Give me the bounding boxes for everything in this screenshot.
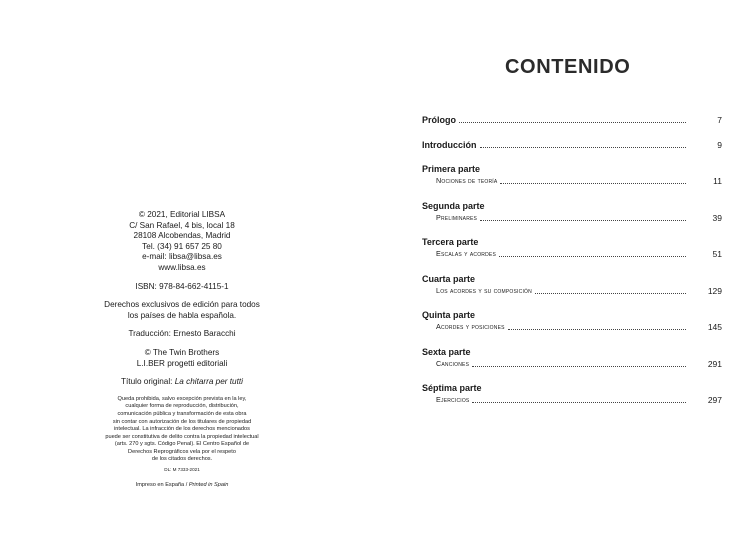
chapter-title: Ejercicios: [436, 395, 470, 404]
dot-leader: [500, 183, 686, 184]
toc-part-6[interactable]: [422, 346, 722, 383]
part-title: Séptima parte: [422, 383, 482, 393]
toc-entry-prologo[interactable]: [422, 114, 722, 139]
toc-page-number: 9: [717, 140, 722, 150]
dot-leader: [472, 402, 686, 403]
part-title: Segunda parte: [422, 200, 485, 211]
toc-part-5[interactable]: [422, 309, 722, 346]
dot-leader: [459, 122, 686, 123]
toc-page-number: 129: [707, 285, 722, 296]
dot-leader: [480, 220, 686, 221]
chapter-title: Acordes y posiciones: [436, 322, 505, 331]
exclusive-rights: [72, 300, 292, 321]
toc-page-number: 291: [707, 358, 722, 369]
publisher-line: e-mail: libsa@libsa.es: [142, 252, 222, 262]
original-rights: [72, 348, 292, 369]
legal-line: sin contar con autorización de los titulares de propiedad: [112, 418, 252, 425]
toc-page-number: 7: [717, 115, 722, 125]
legal-line: comunicación pública y transformación de esta obra: [117, 410, 247, 417]
part-title: Tercera parte: [422, 237, 479, 247]
toc-part-3[interactable]: [422, 236, 722, 273]
chapter-title: Nociones de teoría: [436, 176, 498, 185]
legal-line: cualquier forma de reproducción, distribución,: [125, 403, 239, 410]
dot-leader: [508, 329, 686, 330]
original-rights-line: © The Twin Brothers: [144, 347, 220, 357]
toc-page-number: 145: [707, 322, 722, 332]
legal-line: Queda prohibida, salvo excepción prevista en la ley,: [117, 395, 247, 402]
original-title: [72, 377, 292, 388]
original-title-value: La chitarra per tutti: [174, 377, 243, 387]
legal-line: puede ser constitutiva de delito contra la propiedad intelectual: [105, 433, 259, 440]
printed-en: Printed in Spain: [188, 482, 229, 489]
legal-line: (arts. 270 y sgts. Código Penal). El Centro Español de: [114, 441, 250, 448]
publisher-line: 28108 Alcobendas, Madrid: [133, 231, 231, 241]
publisher-line: Tel. (34) 91 657 25 80: [142, 241, 222, 251]
chapter-title: Preliminares: [436, 212, 478, 222]
part-title: Sexta parte: [422, 346, 471, 357]
toc-part-7[interactable]: [422, 382, 722, 419]
rights-line: Derechos exclusivos de edición para todos: [104, 300, 260, 310]
publisher-line: C/ San Rafael, 4 bis, local 18: [129, 220, 235, 230]
part-title: Cuarta parte: [422, 273, 476, 284]
isbn: ISBN: 978-84-662-4115-1: [135, 281, 229, 291]
toc-entry-label: Prólogo: [422, 115, 456, 125]
part-title: Quinta parte: [422, 310, 476, 320]
translation-credit: Traducción: Ernesto Baracchi: [128, 329, 236, 339]
publisher-line: © 2021, Editorial LIBSA: [138, 210, 226, 219]
legal-deposit: DL: M 7333-2021: [164, 467, 200, 473]
printed-in: [72, 482, 292, 489]
toc-page-number: 297: [707, 395, 722, 405]
original-rights-line: L.I.BER progetti editoriali: [136, 358, 228, 368]
toc-part-4[interactable]: [422, 273, 722, 310]
publisher-line: www.libsa.es: [158, 262, 206, 272]
toc-entry-introduccion[interactable]: [422, 139, 722, 163]
printed-es: Impreso en España /: [135, 482, 189, 489]
copyright-page: [72, 210, 292, 489]
toc-part-2[interactable]: [422, 200, 722, 237]
toc-part-1[interactable]: [422, 163, 722, 200]
part-title: Primera parte: [422, 164, 481, 174]
legal-line: de los citados derechos.: [151, 456, 213, 463]
toc-page-number: 51: [712, 249, 722, 259]
legal-line: intelectual. La infracción de los derechos mencionados: [114, 426, 250, 433]
toc-title: CONTENIDO: [505, 56, 631, 78]
original-title-label: Título original:: [121, 377, 175, 387]
toc-page-number: 11: [713, 176, 722, 186]
chapter-title: Los acordes y su composición: [436, 285, 532, 295]
dot-leader: [472, 366, 686, 367]
toc-page-number: 39: [712, 212, 722, 223]
table-of-contents: [422, 114, 722, 419]
legal-line: Derechos Reprográficos vela por el respeto: [128, 448, 236, 455]
dot-leader: [499, 256, 686, 257]
rights-line: los países de habla española.: [127, 310, 237, 320]
chapter-title: Canciones: [436, 358, 470, 368]
legal-notice: [72, 396, 292, 464]
dot-leader: [480, 147, 687, 148]
toc-entry-label: Introducción: [422, 140, 477, 150]
publisher-info: [72, 210, 292, 274]
chapter-title: Escalas y acordes: [436, 249, 496, 258]
dot-leader: [535, 293, 686, 294]
